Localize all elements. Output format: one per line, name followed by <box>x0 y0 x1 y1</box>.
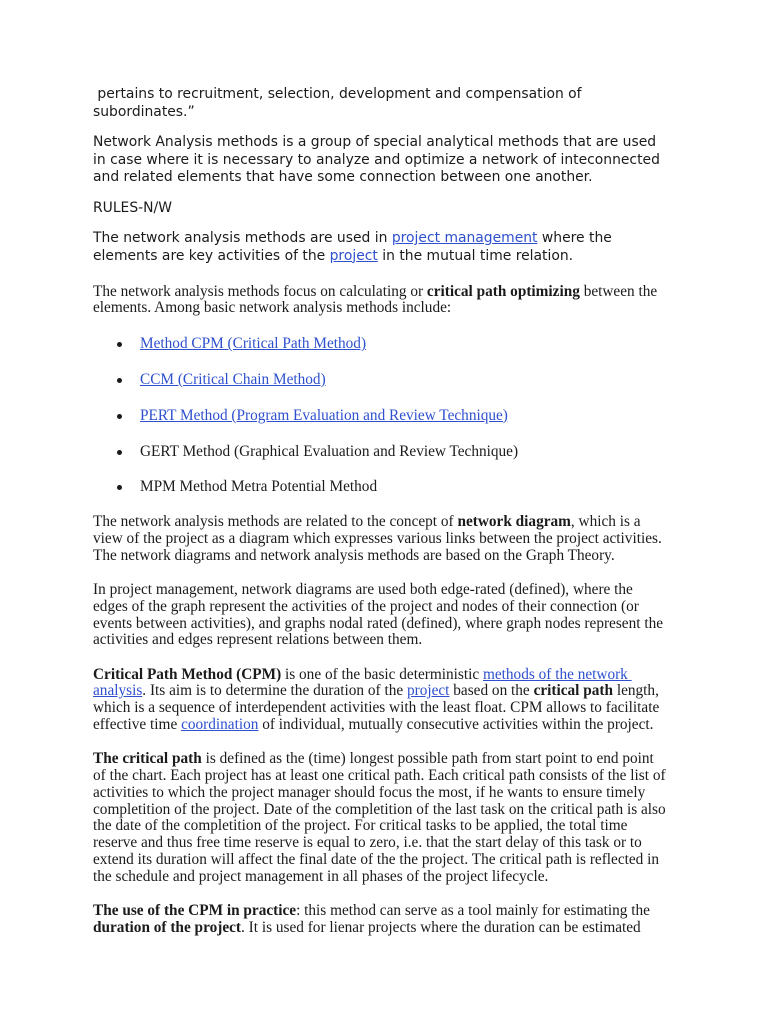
text-line <box>93 514 743 531</box>
text-run: in the mutual time relation. <box>377 247 574 264</box>
document-body <box>93 86 743 954</box>
bullet-icon <box>117 485 122 490</box>
paragraph <box>93 200 743 218</box>
text-line <box>93 835 743 852</box>
paragraph <box>93 134 743 187</box>
text-run: and related elements that have some connection between one another. <box>93 169 593 185</box>
paragraph <box>93 230 743 265</box>
text-line <box>93 531 743 548</box>
bold-text: duration of the project <box>93 918 241 936</box>
text-run: where the <box>537 230 612 246</box>
hyperlink[interactable]: PERT Method (Program Evaluation and Review Technique) <box>140 406 508 424</box>
text-run: is defined as the (time) longest possible path from start point to end point <box>201 750 654 768</box>
paragraph <box>93 751 743 885</box>
text-line <box>93 582 743 599</box>
paragraph <box>93 284 743 318</box>
text-line <box>93 683 743 700</box>
hyperlink[interactable]: project management <box>391 230 538 246</box>
text-run: extend its duration will affect the final date of the the project. The critical path is reflected in <box>93 850 660 868</box>
text-run: between the <box>579 282 658 300</box>
methods-list-item[interactable] <box>93 372 743 389</box>
text-line <box>93 616 743 633</box>
text-run: The network analysis methods focus on calculating or <box>93 282 427 300</box>
text-run: In project management, network diagrams are used both edge-rated (defined), where the <box>93 580 633 598</box>
text-run: The network analysis methods are used in <box>93 230 392 246</box>
bold-text: network diagram <box>457 513 571 531</box>
text-line <box>93 818 743 835</box>
methods-list <box>93 336 743 496</box>
methods-list-item[interactable] <box>93 408 743 425</box>
bold-text: The use of the CPM in practice <box>93 901 297 919</box>
text-line <box>93 134 743 152</box>
text-run: events between activities), and graphs nodal rated (defined), where graph nodes represent the <box>93 614 664 632</box>
paragraph <box>93 582 743 649</box>
methods-list-item[interactable] <box>93 336 743 353</box>
text-line <box>93 751 743 768</box>
text-run: the schedule and project management in all phases of the project lifecycle. <box>93 867 549 885</box>
text-line <box>93 903 743 920</box>
text-line <box>93 852 743 869</box>
text-line <box>93 632 743 649</box>
text-run: which is a sequence of interdependent activities with the least float. CPM allows to facilitate <box>93 699 660 717</box>
text-line <box>93 248 743 266</box>
text-run: pertains to recruitment, selection, development and compensation of <box>93 86 582 102</box>
bold-text: critical path optimizing <box>426 282 580 300</box>
bullet-icon <box>117 342 122 347</box>
text-line <box>93 200 743 218</box>
hyperlink[interactable]: coordination <box>181 715 259 733</box>
text-run: completition of the project. Date of the completition of the last task on the critical path is also <box>93 800 666 818</box>
hyperlink[interactable]: project <box>406 682 450 700</box>
body-section <box>93 284 743 937</box>
text-line <box>93 548 743 565</box>
paragraph <box>93 903 743 937</box>
text-run: activities to which the project manager should focus the most, if he wants to ensure timely <box>93 783 646 801</box>
bold-text: critical path <box>533 682 614 700</box>
text-line <box>93 920 743 937</box>
text-line <box>93 869 743 886</box>
text-line <box>93 284 743 301</box>
text-line <box>93 169 743 187</box>
text-run: is one of the basic deterministic <box>281 665 483 683</box>
text-line <box>93 300 743 317</box>
bullet-icon <box>117 450 122 455</box>
text-run: of the chart. Each project has at least one critical path. Each critical path consists of the list of <box>93 766 666 784</box>
text-run: subordinates.” <box>93 103 195 120</box>
text-line <box>93 599 743 616</box>
intro-section <box>93 86 743 265</box>
text-run: . Its aim is to determine the duration of the <box>142 682 407 700</box>
text-run: . It is used for lienar projects where the duration can be estimated <box>241 918 641 936</box>
text-run: based on the <box>449 682 534 700</box>
methods-list-item <box>93 479 743 496</box>
hyperlink[interactable]: project <box>329 247 378 264</box>
paragraph <box>93 514 743 564</box>
bold-text: The critical path <box>93 750 202 768</box>
text-run: RULES-N/W <box>93 199 172 216</box>
bullet-icon <box>117 414 122 419</box>
text-run: in case where it is necessary to analyze and optimize a network of inteconnected <box>93 151 660 168</box>
text-run: the date of the completition of the project. For critical tasks to be applied, the total time <box>93 817 628 835</box>
hyperlink[interactable]: Method CPM (Critical Path Method) <box>140 335 367 353</box>
text-line <box>93 700 743 717</box>
bullet-icon <box>117 378 122 383</box>
text-line <box>93 152 743 170</box>
list-item-text: MPM Method Metra Potential Method <box>140 478 378 496</box>
text-run: edges of the graph represent the activities of the project and nodes of their connection (or <box>93 597 639 615</box>
text-run: The network diagrams and network analysis methods are based on the Graph Theory. <box>93 546 615 564</box>
list-item-text: GERT Method (Graphical Evaluation and Review Technique) <box>140 442 519 460</box>
text-line <box>93 717 743 734</box>
text-run: activities and edges represent relations between them. <box>93 631 423 649</box>
text-run: elements. Among basic network analysis methods include: <box>93 299 452 317</box>
text-run: The network analysis methods are related to the concept of <box>93 513 458 531</box>
text-run: elements are key activities of the <box>93 247 330 264</box>
methods-list-item <box>93 444 743 461</box>
paragraph <box>93 86 743 121</box>
text-run: effective time <box>93 715 182 733</box>
hyperlink[interactable]: analysis <box>93 682 143 700</box>
text-line <box>93 667 743 684</box>
text-run: reserve and thus free time reserve is equal to zero, i.e. that the start delay of this task or to <box>93 834 642 852</box>
text-run: length, <box>613 682 659 700</box>
text-line <box>93 768 743 785</box>
text-line <box>93 230 743 248</box>
text-run: , which is a <box>570 513 641 531</box>
text-line <box>93 802 743 819</box>
hyperlink[interactable]: methods of the network <box>482 665 632 683</box>
text-run: view of the project as a diagram which expresses various links between the project activities. <box>93 529 662 547</box>
text-line <box>93 86 743 104</box>
hyperlink[interactable]: CCM (Critical Chain Method) <box>140 370 326 388</box>
text-run: of individual, mutually consecutive activities within the project. <box>258 715 654 733</box>
text-run: : this method can serve as a tool mainly for estimating the <box>296 901 650 919</box>
paragraph <box>93 667 743 734</box>
text-line <box>93 104 743 122</box>
text-line <box>93 785 743 802</box>
text-run: Network Analysis methods is a group of special analytical methods that are used <box>93 134 657 150</box>
bold-text: Critical Path Method (CPM) <box>93 665 282 683</box>
